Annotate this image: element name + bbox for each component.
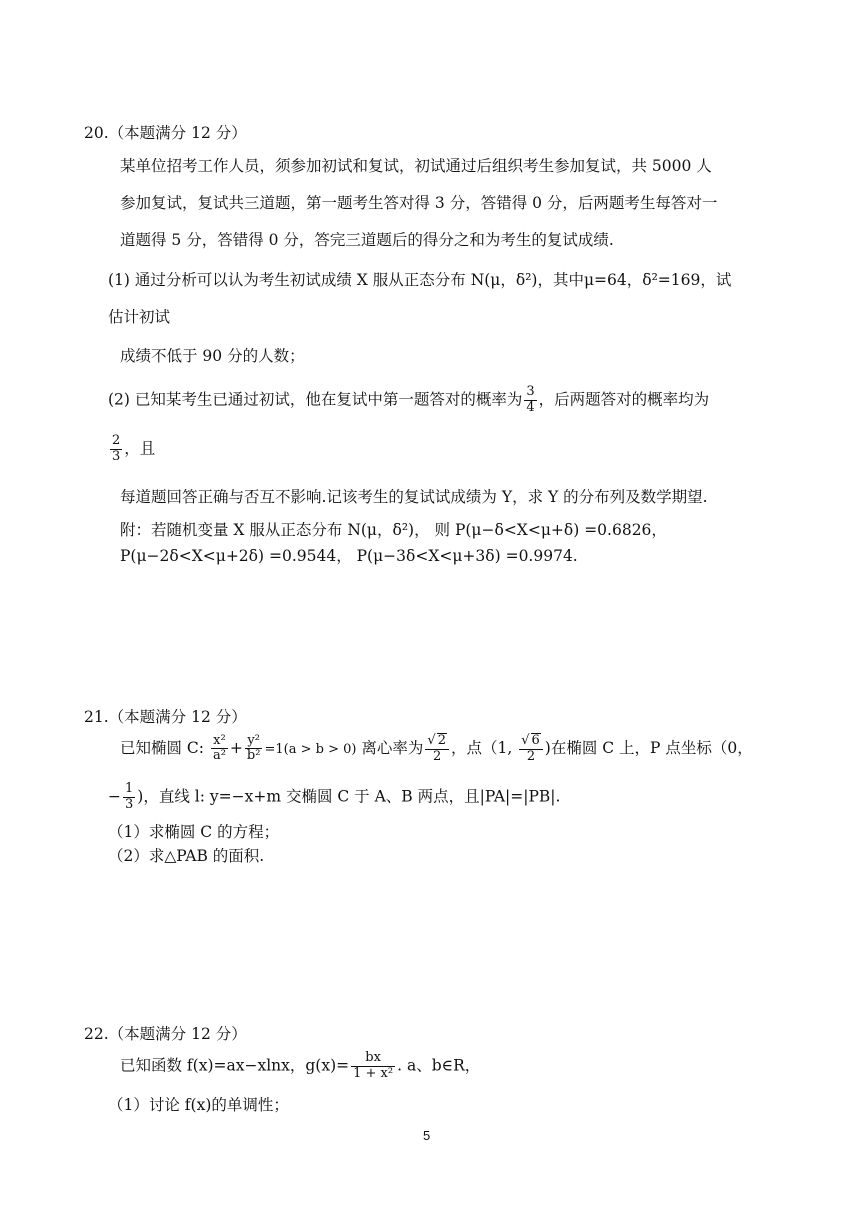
- page-number: 5: [423, 1128, 431, 1143]
- q21-part1: （1）求椭圆 C 的方程；: [108, 823, 280, 841]
- frac-denominator: a²: [212, 748, 226, 764]
- frac-numerator: 1: [125, 781, 134, 796]
- q21-text-b: 离心率为: [361, 738, 424, 757]
- eq-plus: +: [229, 738, 243, 757]
- q22-text-b: . a、b∈R，: [397, 1056, 481, 1075]
- q20-part1-line2: 估计初试: [108, 308, 171, 326]
- q21-minus: −: [108, 787, 121, 806]
- fraction-one-third: [123, 782, 135, 813]
- q20-part1-line3: 成绩不低于 90 分的人数；: [120, 347, 305, 365]
- frac-numerator: √ 2: [425, 733, 449, 750]
- frac-numerator: 2: [112, 433, 121, 448]
- q20-part2-line1: [108, 385, 709, 416]
- q21-line2: [108, 782, 560, 813]
- fraction-y2-b2: [245, 734, 263, 765]
- frac-numerator: bx: [351, 1051, 395, 1067]
- frac-denominator: 3: [125, 796, 134, 812]
- q20-part2-text-c: ，且: [124, 439, 156, 458]
- q20-header: 20.（本题满分 12 分）: [84, 124, 247, 142]
- fraction-three-quarters: [524, 385, 536, 416]
- q20-part2-line2: [108, 434, 155, 465]
- fraction-bx-over-1-plus-x2: [351, 1051, 395, 1082]
- frac-numerator: x²: [211, 734, 228, 750]
- q20-intro-line1: 某单位招考工作人员，须参加初试和复试，初试通过后组织考生参加复试，共 5000 人: [120, 157, 712, 175]
- q20-note-line2: P(μ−2δ<X<μ+2δ) =0.9544， P(μ−3δ<X<μ+3δ) =0.9974.: [120, 547, 578, 565]
- q22-part1: （1）讨论 f(x)的单调性；: [108, 1096, 289, 1114]
- fraction-two-thirds: [110, 434, 122, 465]
- frac-denominator: 2: [526, 748, 536, 764]
- sqrt-radicand: 6: [531, 733, 540, 748]
- q20-note-line1: 附：若随机变量 X 服从正态分布 N(μ，δ²)， 则 P(μ−δ<X<μ+δ) =0.6826，: [120, 521, 667, 539]
- q21-header: 21.（本题满分 12 分）: [84, 708, 247, 726]
- fraction-sqrt6-over-2: [519, 733, 543, 765]
- q22-text-a: 已知函数 f(x)=ax−xlnx，g(x)=: [120, 1056, 350, 1075]
- frac-numerator: 3: [526, 384, 535, 399]
- sqrt-radicand: 2: [437, 733, 446, 748]
- frac-denominator: b²: [246, 748, 261, 764]
- q20-part1-line1: (1) 通过分析可以认为考生初试成绩 X 服从正态分布 N(μ，δ²)，其中μ=64，δ²=169，试: [108, 271, 732, 289]
- fraction-sqrt2-over-2: [425, 733, 449, 765]
- q20-part2-text-a: (2) 已知某考生已通过初试，他在复试中第一题答对的概率为: [108, 390, 523, 409]
- eq-rest: =1(a > b > 0): [264, 741, 357, 757]
- q20-intro-line3: 道题得 5 分，答错得 0 分，答完三道题后的得分之和为考生的复试成绩.: [120, 231, 614, 249]
- q21-text-e: )，直线 l: y=−x+m 交椭圆 C 于 A、B 两点，且|PA|=|PB|.: [137, 787, 561, 806]
- q20-part2-line3: 每道题回答正确与否互不影响.记该考生的复试试成绩为 Y，求 Y 的分布列及数学期望.: [120, 488, 708, 506]
- q21-text-c: ，点（1,: [450, 738, 513, 757]
- frac-denominator: 1 + x²: [353, 1065, 394, 1081]
- fraction-x2-a2: [211, 734, 228, 765]
- frac-denominator: 3: [112, 448, 121, 464]
- frac-numerator: √ 6: [519, 733, 543, 750]
- q21-part2: （2）求△PAB 的面积.: [108, 847, 265, 865]
- q20-intro-line2: 参加复试，复试共三道题，第一题考生答对得 3 分，答错得 0 分，后两题考生每答对一: [120, 194, 718, 212]
- q22-line1: [120, 1051, 480, 1082]
- q20-part2-text-b: ，后两题答对的概率均为: [538, 390, 710, 409]
- q21-text-a: 已知椭圆 C:: [120, 738, 205, 757]
- q21-text-d: )在椭圆 C 上，P 点坐标（0，: [544, 738, 753, 757]
- q21-line1: [120, 733, 753, 765]
- frac-denominator: 4: [526, 399, 535, 415]
- frac-numerator: y²: [245, 734, 263, 750]
- q22-header: 22.（本题满分 12 分）: [84, 1025, 247, 1043]
- frac-denominator: 2: [433, 748, 442, 764]
